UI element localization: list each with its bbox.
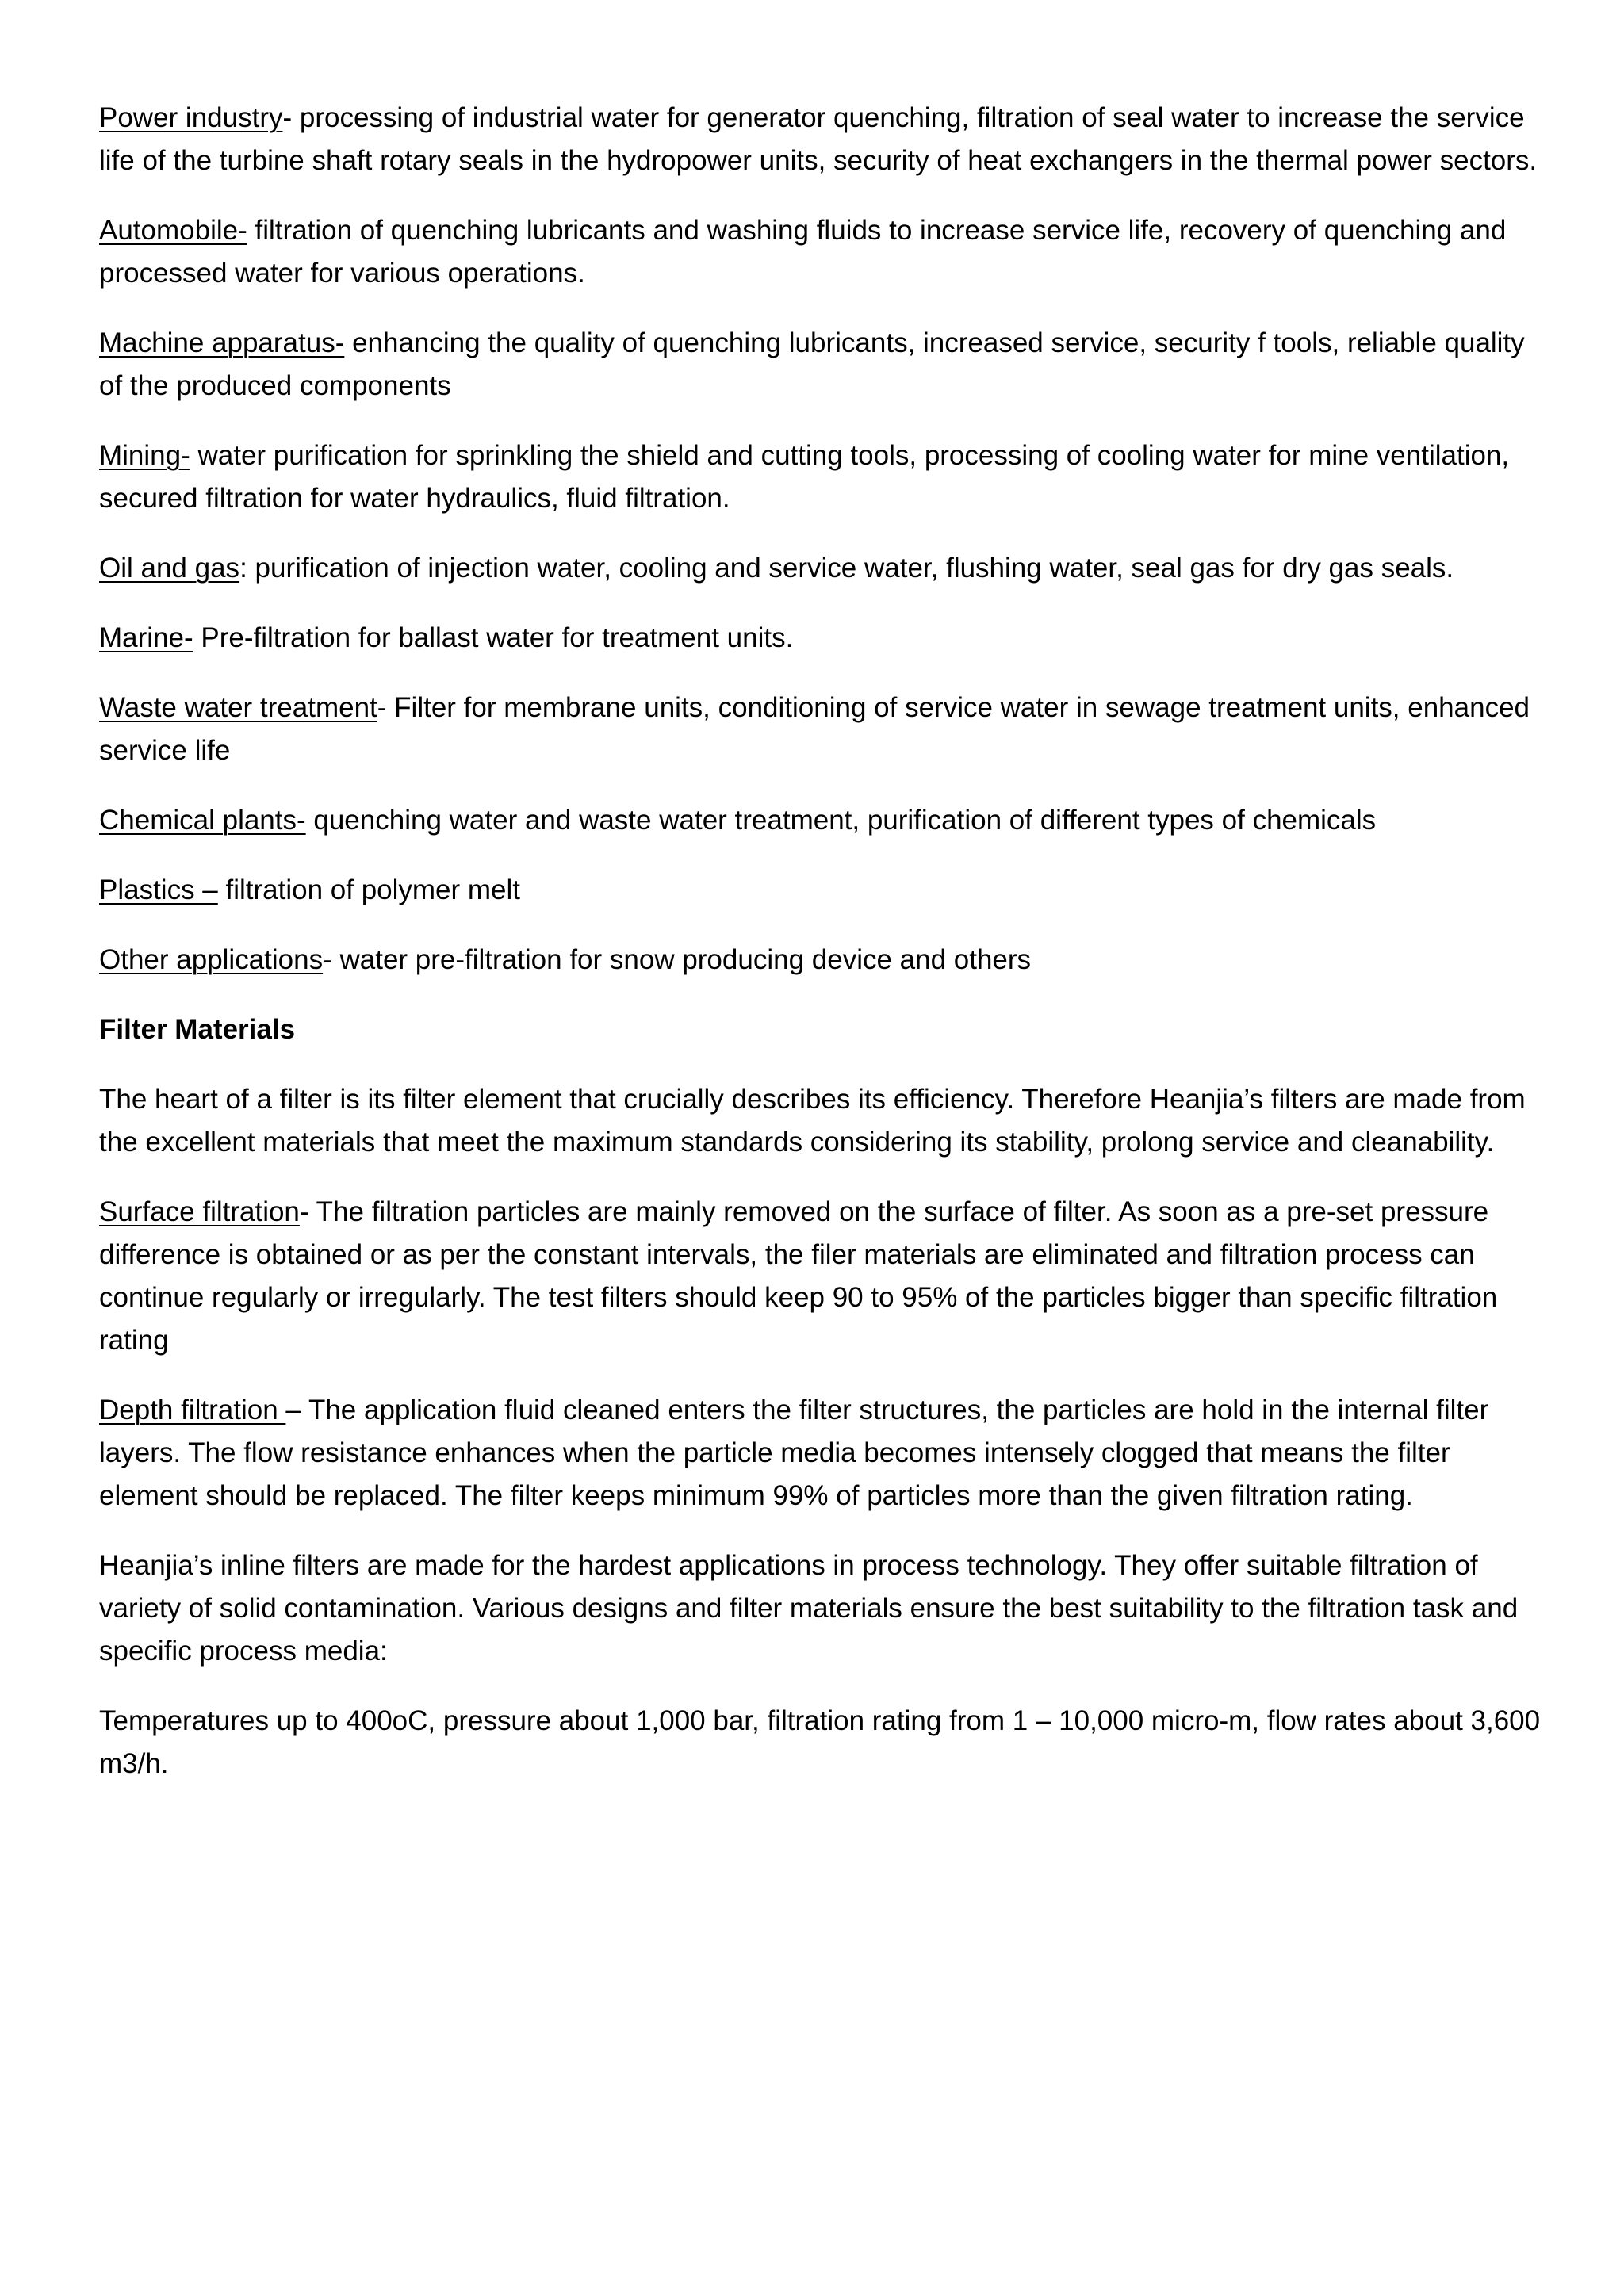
application-description: enhancing the quality of quenching lubricants, increased service, security f tools, reliable quality of the produced components: [99, 327, 1525, 401]
specifications-paragraph: Temperatures up to 400oC, pressure about 1,000 bar, filtration rating from 1 – 10,000 micro-m, flow rates about 3,600 m3/h.: [99, 1705, 1541, 1779]
application-term: Machine apparatus-: [99, 327, 345, 358]
filtration-term: Depth filtration: [99, 1395, 286, 1425]
surface-filtration-paragraph: [99, 1191, 1542, 1362]
application-description: - processing of industrial water for generator quenching, filtration of seal water to increase the service life of the turbine shaft rotary seals in the hydropower units, security of heat exchangers in the thermal power sectors.: [99, 102, 1538, 176]
filter-materials-intro: The heart of a filter is its filter element that crucially describes its efficiency. Therefore Heanjia’s filters are made from the excellent materials that meet the maximum standards considering its stability, prolong service and cleanability.: [99, 1084, 1526, 1158]
application-term: Mining-: [99, 440, 190, 471]
application-description: - Filter for membrane units, conditioning of service water in sewage treatment units, enhanced service life: [99, 692, 1530, 766]
document-body: [99, 97, 1542, 1812]
application-oil-and-gas: [99, 547, 1542, 590]
application-description: quenching water and waste water treatment, purification of different types of chemicals: [305, 805, 1377, 836]
application-term: Automobile-: [99, 215, 247, 246]
application-term: Plastics –: [99, 874, 218, 905]
inline-filters-paragraph: Heanjia’s inline filters are made for the hardest applications in process technology. They offer suitable filtration of variety of solid contamination. Various designs and filter materials ensure the best suitability to the filtration task and specific process media:: [99, 1550, 1519, 1667]
application-chemical-plants: [99, 799, 1542, 842]
depth-filtration-paragraph: [99, 1389, 1542, 1517]
application-description: filtration of quenching lubricants and washing fluids to increase service life, recovery of quenching and processed water for various operations.: [99, 215, 1507, 289]
application-term: Chemical plants-: [99, 805, 306, 836]
application-term: Other applications: [99, 944, 324, 975]
application-machine-apparatus: [99, 322, 1542, 408]
application-description: : purification of injection water, cooling and service water, flushing water, seal gas for dry gas seals.: [239, 553, 1454, 584]
filtration-description: – The application fluid cleaned enters the filter structures, the particles are hold in the internal filter layers. The flow resistance enhances when the particle media becomes intensely clogged that means the filter element should be replaced. The filter keeps minimum 99% of particles more than the given filtration rating.: [99, 1395, 1489, 1511]
application-plastics: [99, 869, 1542, 912]
application-automobile: [99, 209, 1542, 295]
application-term: Waste water treatment: [99, 692, 377, 723]
application-description: water purification for sprinkling the shield and cutting tools, processing of cooling water for mine ventilation, secured filtration for water hydraulics, fluid filtration.: [99, 440, 1510, 514]
application-description: - water pre-filtration for snow producing device and others: [323, 944, 1032, 975]
application-waste-water: [99, 687, 1542, 772]
application-term: Oil and gas: [99, 553, 240, 584]
application-description: filtration of polymer melt: [217, 874, 521, 905]
application-term: Power industry: [99, 102, 283, 133]
application-description: Pre-filtration for ballast water for treatment units.: [193, 622, 794, 653]
section-heading-filter-materials: Filter Materials: [99, 1014, 296, 1045]
filtration-term: Surface filtration: [99, 1196, 300, 1227]
filtration-description: - The filtration particles are mainly removed on the surface of filter. As soon as a pre-set pressure difference is obtained or as per the constant intervals, the filer materials are eliminated and filtration process can continue regularly or irregularly. The test filters should keep 90 to 95% of the particles bigger than specific filtration rating: [99, 1196, 1498, 1356]
application-power-industry: [99, 97, 1542, 182]
application-marine: [99, 617, 1542, 660]
application-term: Marine-: [99, 622, 193, 653]
application-mining: [99, 434, 1542, 520]
application-other: [99, 939, 1542, 982]
